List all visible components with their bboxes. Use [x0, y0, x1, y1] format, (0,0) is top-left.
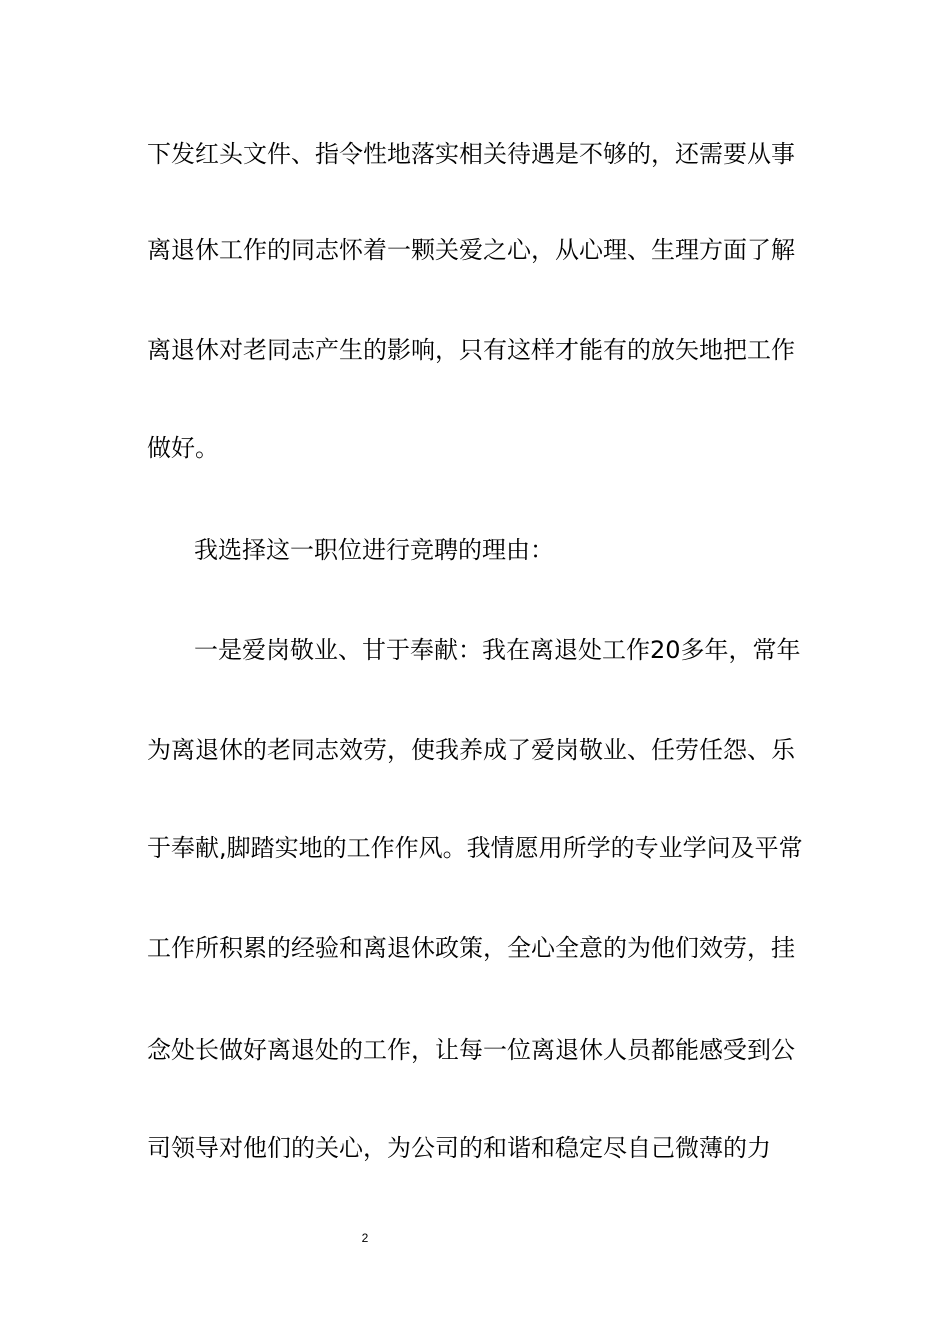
text-line: 一是爱岗敬业、甘于奉献：我在离退处工作20多年，常年	[194, 636, 801, 664]
text-line: 做好。	[147, 434, 219, 462]
text-line: 下发红头文件、指令性地落实相关待遇是不够的，还需要从事	[147, 140, 795, 168]
text-line: 念处长做好离退处的工作，让每一位离退休人员都能感受到公	[147, 1036, 795, 1064]
section-heading: 我选择这一职位进行竞聘的理由：	[194, 536, 554, 564]
text-line: 离退休对老同志产生的影响，只有这样才能有的放矢地把工作	[147, 336, 795, 364]
text-line: 于奉献,脚踏实地的工作作风。我情愿用所学的专业学问及平常	[147, 834, 803, 862]
text-line: 为离退休的老同志效劳，使我养成了爱岗敬业、任劳任怨、乐	[147, 736, 795, 764]
text-line: 司领导对他们的关心，为公司的和谐和稳定尽自己微薄的力	[147, 1134, 771, 1162]
text-line: 工作所积累的经验和离退休政策，全心全意的为他们效劳，挂	[147, 934, 795, 962]
text-line: 离退休工作的同志怀着一颗关爱之心，从心理、生理方面了解	[147, 236, 795, 264]
page-number: 2	[361, 1231, 369, 1245]
